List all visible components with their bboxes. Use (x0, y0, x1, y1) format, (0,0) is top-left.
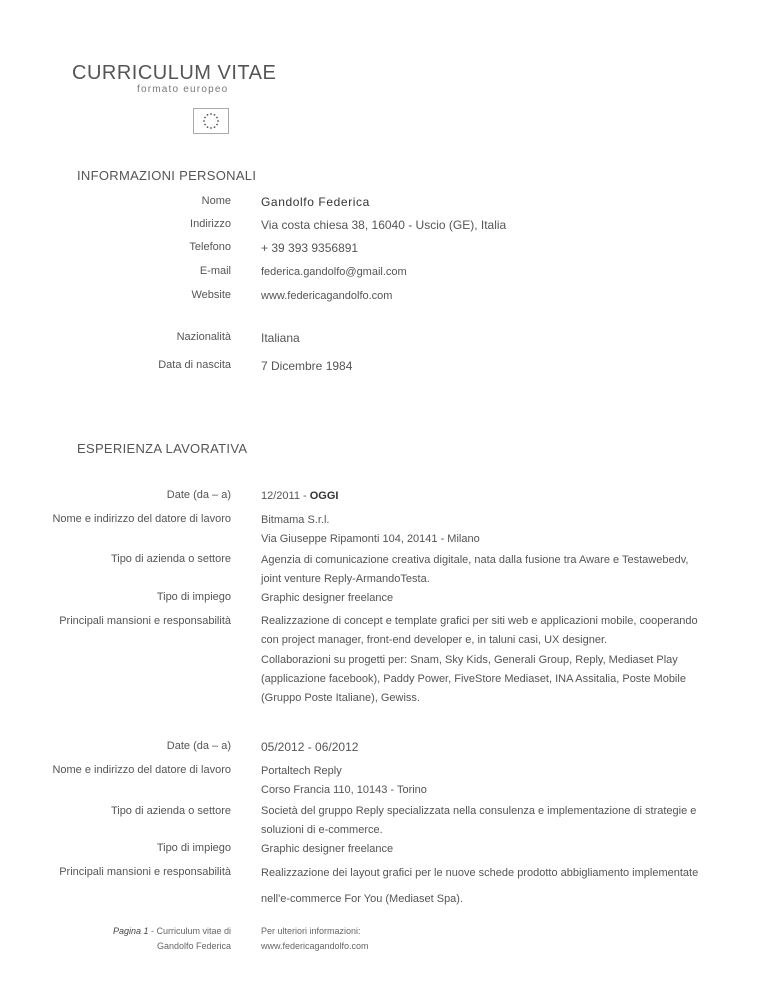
section-title-experience: ESPERIENZA LAVORATIVA (77, 441, 248, 456)
eu-flag-icon (193, 108, 229, 134)
job1-date-label: Date (da – a) (166, 489, 231, 501)
value-telefono: + 39 393 9356891 (261, 241, 359, 255)
job1-sector-label: Tipo di azienda o settore (110, 553, 231, 565)
cv-title: CURRICULUM VITAE (72, 62, 277, 84)
job2-employer-name: Portaltech Reply (261, 765, 342, 777)
value-nazionalita: Italiana (261, 331, 300, 345)
job1-employer-address: Via Giuseppe Ripamonti 104, 20141 - Milano (261, 533, 480, 545)
footer-info-site[interactable]: www.federicagandolfo.com (261, 941, 369, 951)
value-website[interactable]: www.federicagandolfo.com (261, 290, 393, 302)
footer-page-info (0, 924, 231, 954)
footer-contact-info (261, 924, 369, 954)
job1-duties-label: Principali mansioni e responsabilità (59, 615, 231, 627)
job2-date-value: 05/2012 - 06/2012 (261, 740, 359, 754)
label-data-nascita: Data di nascita (158, 359, 231, 371)
label-indirizzo: Indirizzo (190, 218, 231, 230)
footer-page-name: Gandolfo Federica (156, 941, 231, 951)
cv-subtitle: formato europeo (137, 84, 229, 95)
job2-date-label: Date (da – a) (166, 740, 231, 752)
label-nome: Nome (201, 195, 231, 207)
job2-sector-label: Tipo di azienda o settore (110, 805, 231, 817)
job1-date-value (261, 487, 711, 506)
value-email[interactable]: federica.gandolfo@gmail.com (261, 266, 407, 278)
footer-page-rest: - Curriculum vitae di (148, 926, 231, 936)
label-nazionalita: Nazionalità (176, 331, 231, 343)
label-telefono: Telefono (189, 241, 231, 253)
job1-date-range: 12/2011 - (261, 490, 307, 502)
job2-employer-label: Nome e indirizzo del datore di lavoro (52, 764, 231, 776)
job2-sector-value: Società del gruppo Reply specializzata nella consulenza e implementazione di strategie e soluzioni di e-commerce. (261, 805, 697, 836)
job1-role-label: Tipo di impiego (156, 591, 231, 603)
value-nome: Gandolfo Federica (261, 195, 370, 209)
job1-sector-value: Agenzia di comunicazione creativa digitale, nata dalla fusione tra Aware e Testawebedv, joint venture Reply-ArmandoTesta. (261, 554, 689, 585)
job1-employer-label: Nome e indirizzo del datore di lavoro (52, 513, 231, 525)
job2-role-label: Tipo di impiego (156, 842, 231, 854)
footer-page-number: Pagina 1 (112, 926, 149, 936)
value-data-nascita: 7 Dicembre 1984 (261, 359, 353, 373)
job1-duties-extra: Collaborazioni su progetti per: Snam, Sky Kids, Generali Group, Reply, Mediaset Play (applicazione facebook), Paddy Power, FiveStore Mediaset, INA Assitalia, Poste Mobile (Gruppo Poste Italiane), Gewiss. (261, 654, 686, 704)
footer-page-line (0, 924, 231, 939)
label-email: E-mail (199, 265, 231, 277)
job2-employer-address: Corso Francia 110, 10143 - Torino (261, 784, 427, 796)
job2-role-value: Graphic designer freelance (261, 843, 394, 855)
job1-role-value: Graphic designer freelance (261, 592, 394, 604)
job1-date-current: OGGI (309, 490, 339, 502)
job2-duties-value: Realizzazione dei layout grafici per le nuove schede prodotto abbigliamento implementate (261, 867, 699, 879)
job1-employer-name: Bitmama S.r.l. (261, 514, 330, 526)
label-website: Website (191, 289, 231, 301)
job1-duties-value: Realizzazione di concept e template grafici per siti web e applicazioni mobile, cooperando con project manager, front-end developer e, in taluni casi, UX designer. (261, 615, 698, 646)
footer-info-label: Per ulteriori informazioni: (261, 926, 361, 936)
job2-duties-label: Principali mansioni e responsabilità (59, 866, 231, 878)
section-title-personal: INFORMAZIONI PERSONALI (77, 168, 257, 183)
value-indirizzo: Via costa chiesa 38, 16040 - Uscio (GE), Italia (261, 218, 507, 232)
job2-duties-extra: nell'e-commerce For You (Mediaset Spa). (261, 893, 464, 905)
